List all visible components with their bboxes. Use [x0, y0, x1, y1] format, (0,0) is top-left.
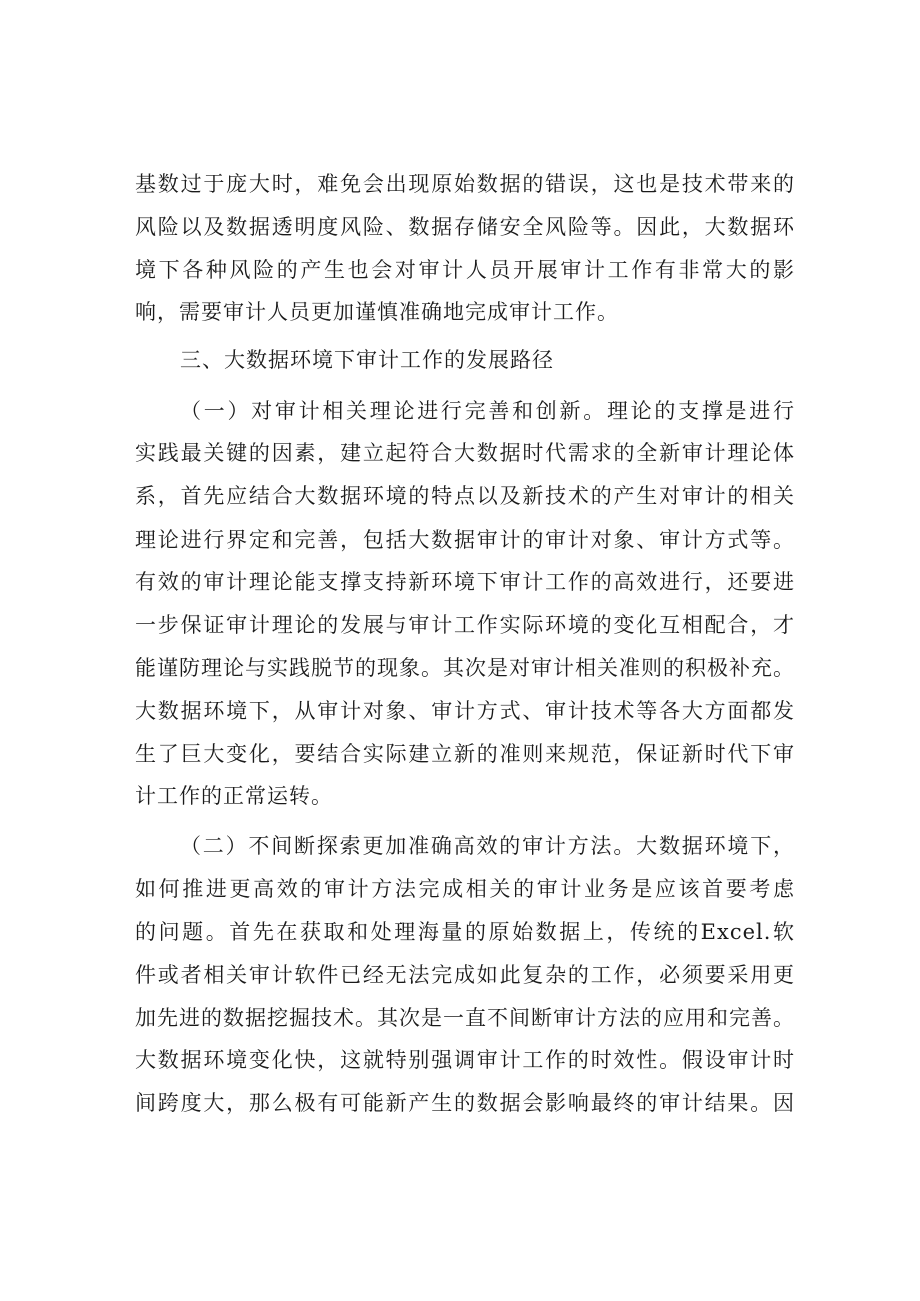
paragraph-line: 系，首先应结合大数据环境的特点以及新技术的产生对审计的相关: [135, 484, 795, 508]
paragraph-line: 间跨度大，那么极有可能新产生的数据会影响最终的审计结果。因: [135, 1091, 795, 1115]
paragraph-line: 风险以及数据透明度风险、数据存储安全风险等。因此，大数据环: [135, 215, 795, 239]
paragraph-line: （一）对审计相关理论进行完善和创新。理论的支撑是进行: [180, 399, 795, 423]
paragraph-line: 件或者相关审计软件已经无法完成如此复杂的工作，必须要采用更: [135, 963, 795, 987]
paragraph-line: 一步保证审计理论的发展与审计工作实际环境的变化互相配合，才: [135, 613, 795, 637]
paragraph-line: 理论进行界定和完善，包括大数据审计的审计对象、审计方式等。: [135, 528, 795, 552]
paragraph-line: 响，需要审计人员更加谨慎准确地完成审计工作。: [135, 300, 619, 324]
paragraph-line: 生了巨大变化，要结合实际建立新的准则来规范，保证新时代下审: [135, 742, 795, 766]
paragraph-line: 境下各种风险的产生也会对审计人员开展审计工作有非常大的影: [135, 258, 795, 282]
paragraph-line: 大数据环境变化快，这就特别强调审计工作的时效性。假设审计时: [135, 1048, 795, 1072]
paragraph-line: 有效的审计理论能支撑支持新环境下审计工作的高效进行，还要进: [135, 570, 795, 594]
paragraph-line: 加先进的数据挖掘技术。其次是一直不间断审计方法的应用和完善。: [135, 1006, 795, 1030]
paragraph-line: 计工作的正常运转。: [135, 784, 333, 808]
section-heading: 三、大数据环境下审计工作的发展路径: [180, 348, 554, 372]
paragraph-line: （二）不间断探索更加准确高效的审计方法。大数据环境下，: [180, 834, 795, 858]
paragraph-line: 如何推进更高效的审计方法完成相关的审计业务是应该首要考虑: [135, 877, 795, 901]
paragraph-line: 实践最关键的因素，建立起符合大数据时代需求的全新审计理论体: [135, 441, 795, 465]
paragraph-line: 的问题。首先在获取和处理海量的原始数据上，传统的Excel.软: [135, 920, 795, 944]
paragraph-line: 大数据环境下，从审计对象、审计方式、审计技术等各大方面都发: [135, 699, 795, 723]
paragraph-line: 能谨防理论与实践脱节的现象。其次是对审计相关准则的积极补充。: [135, 656, 795, 680]
paragraph-line: 基数过于庞大时，难免会出现原始数据的错误，这也是技术带来的: [135, 172, 795, 196]
